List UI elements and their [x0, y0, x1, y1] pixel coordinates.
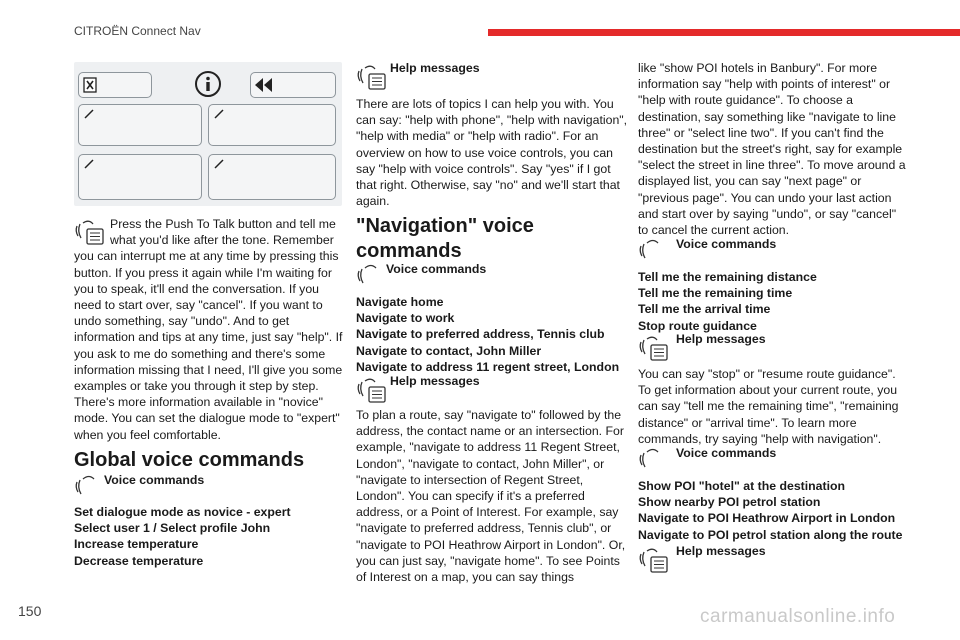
command-item: Tell me the remaining time: [638, 286, 793, 301]
command-item: Navigate to preferred address, Tennis club: [356, 327, 605, 342]
voice-command-icon: [638, 237, 664, 259]
phone-icon: [214, 109, 224, 119]
help-icon: [638, 332, 670, 362]
header-accent-bar: [488, 29, 960, 36]
rewind-icon: [255, 78, 273, 92]
col3-voice-commands-label: Voice commands: [676, 237, 777, 251]
screen-illustration: [74, 62, 342, 206]
col2-help-text-2: To plan a route, say "navigate to" followed by the address, the contact name or an intersection. For example, "navigate to address 11 Regent Street, London", "navigate to contact, John Miller", or "navigate to intersection of Regent Street, London". You can specify if it's a preferred address, or a Point of Interest. For example, say "navigate to preferred address, Tennis club", or "navigate to POI Heathrow Airport in London". Or, you can just say, "navigate home". To see Points of Interest on a map, you can say things: [356, 408, 626, 585]
phone-button-shape: [208, 104, 336, 146]
col2-commands: [356, 294, 619, 375]
col2-help-label-row: [356, 61, 480, 91]
watermark: carmanualsonline.info: [700, 606, 896, 627]
col3-help-text: You can say "stop" or "resume route guidance". To get information about your current route, you can say "tell me the remaining time", "remaining distance" or "arrival time". To learn more commands, try saying "help with navigation".: [638, 367, 899, 446]
col1-commands: [74, 504, 291, 569]
col2-help-label-2: Help messages: [390, 374, 480, 388]
nav-heading-line2: commands: [356, 240, 462, 262]
info-icon: [194, 70, 222, 98]
command-item: Decrease temperature: [74, 553, 204, 568]
command-item: Tell me the arrival time: [638, 302, 771, 317]
command-item: Tell me the remaining distance: [638, 270, 817, 284]
command-item: Set dialogue mode as novice - expert: [74, 505, 291, 519]
help-icon: [356, 374, 388, 404]
col1-intro-body: you can interrupt me at any time by pressing this button. If you press it again while I'm waiting for you to speak, it'll end the conversation. If you need to start over, say "cancel". If you want to undo something, say "undo". And to get information and tips at any time, just say "help". If you ask to me do something and there's some information missing that I need, I'll give you some examples or take you through it step by step. There's more information available in "novice" mode. You can set the dialogue mode to "expert" when you feel comfortable.: [74, 249, 343, 442]
page-number: 150: [18, 603, 42, 619]
col1-intro: [74, 216, 344, 443]
col1-voice-commands-label: Voice commands: [104, 473, 205, 487]
col3-voice-commands-label-2: Voice commands: [676, 446, 777, 460]
col3-commands-2: [638, 478, 902, 543]
phone-button-shape: [208, 154, 336, 200]
col1-voice-commands-label-row: [74, 473, 204, 495]
command-item: Select user 1 / Select profile John: [74, 521, 271, 536]
header-title: CITROËN Connect Nav: [74, 24, 201, 38]
help-icon: [74, 216, 106, 246]
col3-voice-commands-label-row-2: [638, 446, 776, 468]
col2-help-label-row-2: [356, 374, 480, 404]
voice-command-icon: [74, 473, 100, 495]
col3-text-top: like "show POI hotels in Banbury". For more information say "help with points of interest" or "help with route guidance". To choose a destination, say something like "navigate to line three" or "select line two". If you can't find the destination but the street's right, say for example "select the street in line three". To move around a displayed list, you can say "next page" or "previous page". You can undo your last action and start over by saying "undo", or say "cancel" to cancel the current action.: [638, 61, 906, 238]
voice-command-icon: [638, 446, 664, 468]
phone-icon: [214, 159, 224, 169]
phone-button-shape: [78, 104, 202, 146]
col1-intro-line1: Press the Push To Talk button and tell me: [110, 217, 336, 231]
command-item: Increase temperature: [74, 537, 199, 552]
command-item: Navigate to address 11 regent street, London: [356, 359, 620, 374]
col2-voice-commands-label: Voice commands: [386, 262, 487, 276]
nav-heading-line1: "Navigation" voice: [356, 215, 534, 237]
phone-icon: [84, 159, 94, 169]
col1-intro-line2: what you'd like after the tone. Remember: [110, 233, 334, 248]
close-button-shape: [78, 72, 152, 98]
command-item: Navigate to POI Heathrow Airport in London: [638, 511, 896, 526]
close-icon: [83, 77, 97, 93]
col2-help-text: There are lots of topics I can help you with. You can say: "help with phone", "help with navigation", "help with media" or "help with radio". For an overview on how to use voice controls, you can say "help with voice controls". Say "yes" if I got that right. Otherwise, say "no" and we'll start that again.: [356, 97, 628, 209]
voice-command-icon: [356, 262, 382, 284]
col3-help-label-row: [638, 332, 766, 362]
col3-commands: [638, 269, 817, 334]
command-item: Navigate to contact, John Miller: [356, 343, 542, 358]
command-item: Navigate home: [356, 295, 444, 309]
col2-voice-commands-label-row: [356, 262, 486, 284]
help-icon: [356, 61, 388, 91]
command-item: Show nearby POI petrol station: [638, 495, 821, 510]
command-item: Stop route guidance: [638, 318, 757, 333]
col3-voice-commands-label-row: [638, 237, 776, 259]
navigation-voice-commands-heading: [356, 214, 534, 264]
col3-help-label: Help messages: [676, 332, 766, 346]
command-item: Navigate to POI petrol station along the route: [638, 527, 903, 542]
rewind-button-shape: [250, 72, 336, 98]
col3-help-label-row-2: [638, 544, 766, 574]
global-voice-commands-heading: Global voice commands: [74, 449, 305, 471]
col3-help-label-2: Help messages: [676, 544, 766, 558]
help-icon: [638, 544, 670, 574]
phone-icon: [84, 109, 94, 119]
command-item: Show POI "hotel" at the destination: [638, 479, 846, 493]
command-item: Navigate to work: [356, 311, 455, 326]
phone-button-shape: [78, 154, 202, 200]
col2-help-label: Help messages: [390, 61, 480, 75]
